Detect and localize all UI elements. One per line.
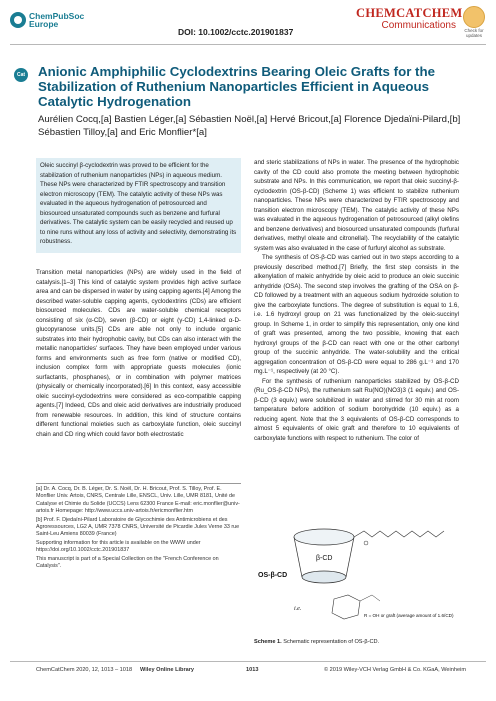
- footnotes: [36, 486, 241, 571]
- header-divider: [10, 44, 486, 45]
- footnote-divider: [36, 483, 241, 484]
- chempubsoc-logo-icon: [10, 12, 26, 28]
- updates-icon: [463, 6, 485, 28]
- scheme-caption-number: Scheme 1.: [254, 639, 282, 645]
- journal-section: Communications: [381, 20, 456, 31]
- scheme-ie-label: i.e.: [294, 606, 302, 612]
- scheme-r-note: R = OH or graft (average amount of 1.6/CD): [364, 613, 454, 618]
- scheme-bcd-label: β-CD: [316, 555, 333, 562]
- journal-masthead: [356, 6, 463, 31]
- abstract-box: Oleic succinyl β-cyclodextrin was proved to be efficient for the stabilization of ruthenium nanoparticles (NPs) in aqueous medium. These NPs were characterized by FTIR spectroscopy and transition electron microscopy (TEM). The catalytic activity of these NPs was evaluated in the aqueous hydrogenation of petrosourced and biosourced unsaturated compounds such as benzene and furfural derivatives. The catalytic system can be easily recycled and reused up to nine runs without any loss of activity and selectivity, demonstrating its robustness.: [36, 158, 241, 253]
- page-footer: [36, 667, 466, 677]
- scheme-1-figure: [254, 515, 459, 635]
- paragraph: For the synthesis of ruthenium nanoparticles stabilized by OS-β-CD (Ru_OS-β-CD NPs), the ruthenium salt Ru(NO)(NO3)3 (1 equiv.) and OS-β-CD (3 equiv.) were solubilized in water and stirred for 30 min at room temperature before addition of sodium borohydride (10 equiv.) as a reducing agent. Note that the 3 equivalents of OS-β-CD corresponds to almost 5 equivalents of oleic graft and therefore to 10 equivalents of carboxylate functions with respect to ruthenium. The color of: [254, 377, 459, 442]
- check-for-updates-button[interactable]: [458, 6, 490, 38]
- scheme-os-label: OS-β-CD: [258, 572, 288, 579]
- footer-wiley-link[interactable]: Wiley Online Library: [140, 667, 195, 673]
- article-doi[interactable]: DOI: 10.1002/cctc.201901837: [178, 27, 294, 37]
- glucose-substituent: [360, 595, 380, 601]
- footnote-special-collection: This manuscript is part of a Special Collection on the "French Conference on Catalysis".: [36, 555, 219, 570]
- body-column-left: Transition metal nanoparticles (NPs) are widely used in the field of catalysis.[1–3] This kind of catalytic system provides high active surface area and can be dispersed in water by using capping agents.[4] Among the described water-soluble capping agents, cyclodextrins (CDs) are efficient biosourced molecules. CDs are water-soluble chemical receptors consisting of six (α-CD), seven (β-CD) or eight (γ-CD) 1,4-linked α-D-glucopyranose units.[5] CDs are able not only to include organic substrates into their hydrophobic cavity, but CDs can also interact with the metallic nanoparticles' surfaces. They have been employed under various forms and environments such as free form (native or modified CD), inclusion complex form with appropriate guests molecules (ionic surfactants, phosphanes), or in combination with polymer matrices (physically or chemically incorporated).[6] In this context, easy accessible oleic succinyl-cyclodextrins were considered as eco-compatible capping agents.[7] Indeed, CDs and oleic acid derivatives are industrially produced from renewable resources. In addition, this kind of structure contains different functional moieties such as carboxylate function, oleic succinyl chain and CD ring which could favor both electrostatic: [36, 269, 242, 438]
- journal-name: CHEMCATCHEM: [356, 6, 463, 20]
- glucose-unit-ring: [332, 595, 360, 619]
- footnote-affiliation-b: [b] Prof. F. Djedaïni-Pilard Laboratoire de Glycochimie des Antimicrobiens et des Agroressources, LG2 A, UMR 7378 CNRS, Université de Picardie Jules Verne 33 rue Saint-Leu Amiens 80039 (France): [36, 516, 240, 538]
- publisher-line1: ChemPubSoc: [29, 11, 85, 21]
- updates-label-1: Check for: [464, 28, 484, 33]
- scheme-caption-text: Schematic representation of OS-β-CD.: [283, 639, 380, 645]
- publisher-name: [29, 12, 84, 28]
- article-title: Anionic Amphiphilic Cyclodextrins Bearing Oleic Grafts for the Stabilization of Ruthenium Nanoparticles Efficient in Aqueous Catalytic Hydrogenation: [38, 64, 436, 109]
- paragraph: The synthesis of OS-β-CD was carried out in two steps according to a previously described method.[7] Briefly, the first step consists in the alkenylation of maleic anhydride by oleic acid to produce an oleic succinic anhydride (OSA). The second step involves the grafting of the OSA on β-CD followed by a treatment with an aqueous sodium hydroxide solution to give the carboxylate functions. The degree of substitution is equal to 1.6, i.e. 1.6 hydroxyl group on 21 was functionalized by the oleic-succinyl group. In Scheme 1, in order to simplify this representation, only one kind of graft was presented, among the two possible, knowing that each hydroxyl groups of the β-CD can react with one or the other carbonyl group of the succinic anhydride. The water-solubility and the critical aggregation concentration of OS-β-CD were equal to 286 g.L⁻¹ and 170 mg.L⁻¹, respectively (at 20 °C).: [254, 254, 459, 375]
- author-list: Aurélien Cocq,[a] Bastien Léger,[a] Sébastien Noël,[a] Hervé Bricout,[a] Florence Djedaïni-Pilard,[b] Sébastien Tilloy,[a] and Eric Monflier*[a]: [38, 114, 461, 138]
- footnote-supporting-info[interactable]: Supporting information for this article is available on the WWW under https://doi.org/10.1002/cctc.201901837: [36, 539, 201, 554]
- footnote-affiliation-a: [a] Dr. A. Cocq, Dr. B. Léger, Dr. S. Noël, Dr. H. Bricout, Prof. S. Tilloy, Prof. E. Monflier Univ. Artois, CNRS, Centrale Lille, ENSCL, Univ. Lille, UMR 8181, Unité de Catalyse et Chimie du Solide (UCCS) Lens 62300 France E-mail: eric.monflier@univ-artois.fr Homepage: http://www.uccs.univ-artois.fr/ericmonflier.htm: [36, 486, 240, 515]
- scheme-caption: [254, 639, 379, 645]
- paragraph: and steric stabilizations of NPs in water. The presence of the hydrophobic cavity of the CD could also promote the meeting between hydrophobic substrate and NPs. In this communication, we report that oleic succinyl-β-cyclodextrin (OS-β-CD) (Scheme 1) was efficient to stabilize ruthenium nanoparticles. These NPs were characterized by FTIR spectroscopy and transition electron microscopy (TEM). The catalytic activity of these NPs was evaluated in the aqueous hydrogenation of petrosourced (alkyl olefins and benzene derivatives) and biosourced unsaturated compounds (furfural derivatives, methyl oleate and citronellal). The recyclability of the catalytic system was also evaluated in the case of furfuryl alcohol as substrate.: [254, 159, 459, 252]
- footer-divider: [10, 661, 486, 662]
- cd-top-rim: [294, 529, 354, 545]
- body-column-right: [254, 158, 459, 443]
- cd-bottom-rim: [302, 571, 346, 583]
- catalysis-badge-icon: Cat: [14, 68, 28, 82]
- footer-page-number: 1013: [246, 667, 259, 673]
- updates-label-2: updates: [465, 33, 482, 38]
- carboxylate-group: [364, 541, 368, 545]
- publisher-line2: Europe: [29, 19, 59, 29]
- footer-citation: ChemCatChem 2020, 12, 1013 – 1018: [36, 667, 133, 673]
- publisher-logo: [10, 10, 130, 30]
- page-header: [0, 0, 496, 44]
- scheme-drawing: [254, 515, 459, 635]
- footer-copyright: © 2019 Wiley-VCH Verlag GmbH & Co. KGaA, Weinheim: [323, 667, 466, 673]
- oleic-graft-chain: [354, 531, 444, 537]
